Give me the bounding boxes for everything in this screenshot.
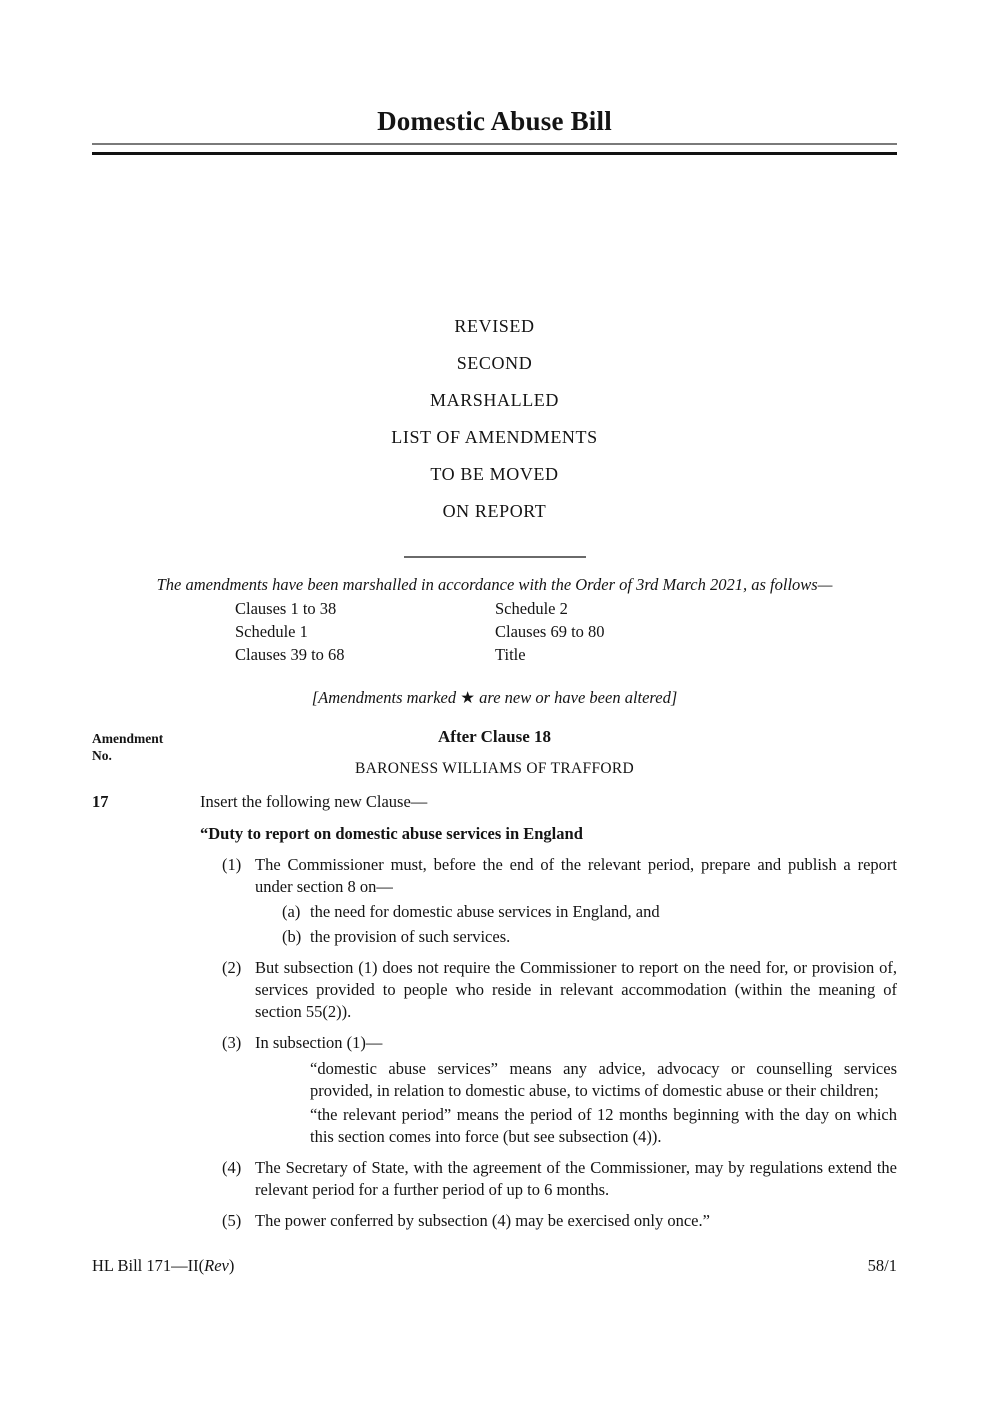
subsection-number: (2) [222,958,242,977]
amendment-instruction: Insert the following new Clause— [200,792,428,811]
revision-heading [92,308,897,530]
amendment-no-column-label [92,730,192,764]
amendment-label-line: Amendment [92,731,164,746]
order-column-left [235,597,495,666]
order-column-right [495,597,605,666]
heading-line-revised: REVISED [454,316,535,336]
subsection-4 [222,1157,897,1201]
star-icon: ★ [460,688,476,707]
subsection-5 [222,1210,897,1232]
new-clause-title: “Duty to report on domestic abuse services in England [200,824,583,843]
item-number: (b) [282,927,302,946]
order-entry: Clauses 69 to 80 [495,622,605,641]
subsection-text: In subsection (1)— [255,1033,383,1052]
section-divider [404,556,586,558]
definitions-block [310,1058,897,1148]
order-entry: Clauses 1 to 38 [235,599,337,618]
amendment-label-line: No. [92,748,112,763]
subsection-text: The Commissioner must, before the end of the relevant period, prepare and publish a report under section 8 on— [255,855,897,896]
subsection-text: The power conferred by subsection (4) may be exercised only once.” [255,1211,710,1230]
heading-line-marshalled: MARSHALLED [429,390,559,410]
bill-reference [92,1256,234,1276]
definition-relevant-period: “the relevant period” means the period of 12 months beginning with the day on which this section comes into force (but see subsection (4)). [310,1105,897,1146]
subsection-body [255,1032,897,1148]
order-entry: Title [495,645,526,664]
sheet-number: 58/1 [867,1256,897,1275]
heading-line-report: ON REPORT [442,501,547,521]
subsection-body [255,854,897,948]
subsection-body [255,957,897,1023]
definition-domestic-abuse-services: “domestic abuse services” means any advice, advocacy or counselling services provided, in relation to domestic abuse, to victims of domestic abuse or their children; [310,1059,897,1100]
subsection-body [255,1157,897,1201]
amendment-body [200,791,897,1232]
subsection-1 [222,854,897,948]
item-number: (a) [282,902,301,921]
item-text: the need for domestic abuse services in England, and [310,902,660,921]
subsection-items [255,901,897,948]
subsection-3 [222,1032,897,1148]
bill-ref-prefix: HL Bill 171—II( [92,1256,205,1275]
heading-line-list: LIST OF AMENDMENTS [391,427,598,447]
marshalling-note: The amendments have been marshalled in accordance with the Order of 3rd March 2021, as follows— [156,575,833,594]
subsection-number: (5) [222,1211,242,1230]
heading-line-moved: TO BE MOVED [430,464,559,484]
bill-ref-rev: Rev [204,1256,229,1275]
subsection-body [255,1210,897,1232]
title-rule [92,143,897,155]
subsection-number: (4) [222,1158,242,1177]
subsection-2 [222,957,897,1023]
page-footer [92,1256,897,1276]
item-text: the provision of such services. [310,927,511,946]
bill-ref-suffix: ) [228,1256,235,1275]
place-heading: After Clause 18 [438,727,551,746]
amendment-header [92,727,897,778]
bill-title: Domestic Abuse Bill [377,106,612,136]
star-legend-note [92,688,897,708]
star-note-suffix: are new or have been altered] [475,688,678,707]
item-b [282,926,897,948]
order-entry: Schedule 1 [235,622,308,641]
star-note-prefix: [Amendments marked [311,688,461,707]
item-a [282,901,897,923]
heading-line-second: SECOND [456,353,533,373]
subsection-number: (1) [222,855,242,874]
subsection-text: But subsection (1) does not require the Commissioner to report on the need for, or provision of, services provided to people who reside in relevant accommodation (within the meaning of section 55(2)). [255,958,897,1021]
subsection-number: (3) [222,1033,242,1052]
marshalling-order-table [92,597,897,666]
order-entry: Schedule 2 [495,599,568,618]
order-entry: Clauses 39 to 68 [235,645,345,664]
mover-name: BARONESS WILLIAMS OF TRAFFORD [355,760,634,777]
amendment-17 [92,791,897,1232]
amendment-number: 17 [92,792,109,811]
subsection-text: The Secretary of State, with the agreement of the Commissioner, may by regulations extend the relevant period for a further period of up to 6 months. [255,1158,897,1199]
